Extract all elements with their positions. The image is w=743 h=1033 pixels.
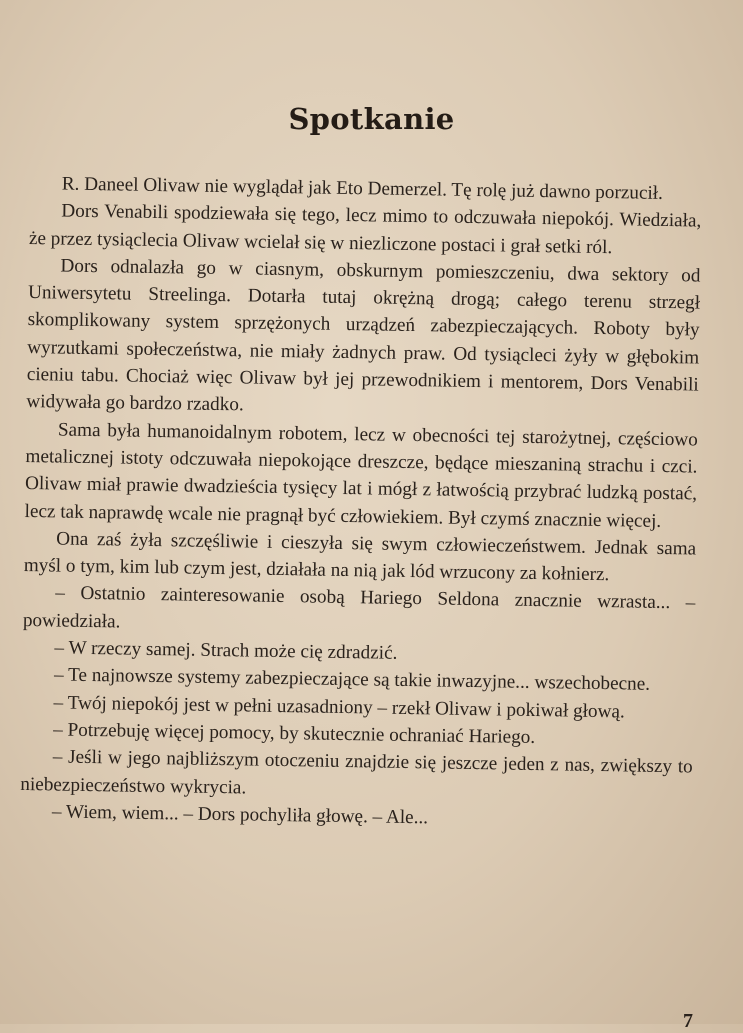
- paragraph: Ona zaś żyła szczęśliwie i cieszyła się swym człowieczeństwem. Jednak sama myśl o tym, kim lub czym jest, działała na nią jak lód wrzucony za kołnierz.: [23, 528, 697, 586]
- paragraph: R. Daneel Olivaw nie wyglądał jak Eto Demerzel. Tę rolę już dawno porzucił.: [61, 173, 664, 204]
- body-text: [20, 170, 702, 836]
- dialogue-line: – W rzeczy samej. Strach może cię zdradzić.: [54, 637, 398, 664]
- paragraph: Dors Venabili spodziewała się tego, lecz mimo to odczuwała niepokój. Wiedziała, że przez tysiąclecia Olivaw wcielał się w niezliczone postaci i grał setki ról.: [28, 200, 702, 258]
- dialogue-line: – Wiem, wiem... – Dors pochyliła głowę. – Ale...: [51, 801, 429, 829]
- paragraph: Dors odnalazła go w ciasnym, obskurnym pomieszczeniu, dwa sektory od Uniwersytetu Streelinga. Dotarła tutaj okrężną drogą; całego terenu strzegł skomplikowany system sprzężonych urządzeń zabezpieczających. Roboty były wyrzutkami społeczeństwa, nie miały żadnych praw. Od tysiącleci żyły w głębokim cieniu tabu. Chociaż więc Olivaw był jej przewodnikiem i mentorem, Dors Venabili widywała go bardzo rzadko.: [26, 255, 701, 416]
- dialogue-line: – Twój niepokój jest w pełni uzasadniony – rzekł Olivaw i pokiwał głową.: [53, 692, 625, 723]
- dialogue-line: – Jeśli w jego najbliższym otoczeniu znajdzie się jeszcze jeden z nas, zwiększy to niebezpieczeństwo wykrycia.: [20, 746, 693, 799]
- paragraph: Sama była humanoidalnym robotem, lecz w obecności tej starożytnej, częściowo metalicznej istoty odczuwała niepokojące dreszcze, będące mieszaniną strachu i czci. Olivaw miał prawie dwadzieścia tysięcy lat i mógł z łatwością przybrać ludzką postać, lecz tak naprawdę wcale nie pragnął być człowiekiem. Był czymś znacznie więcej.: [24, 419, 699, 532]
- dialogue-line: – Potrzebuję więcej pomocy, by skutecznie ochraniać Hariego.: [53, 719, 536, 748]
- dialogue-line: – Ostatnio zainteresowanie osobą Hariego Seldona znacznie wzrasta... – powiedziała.: [22, 582, 696, 633]
- page-number: 7: [683, 1010, 693, 1032]
- dialogue-line: – Te najnowsze systemy zabezpieczające są takie inwazyjne... wszechobecne.: [53, 664, 651, 696]
- chapter-title: Spotkanie: [288, 102, 455, 136]
